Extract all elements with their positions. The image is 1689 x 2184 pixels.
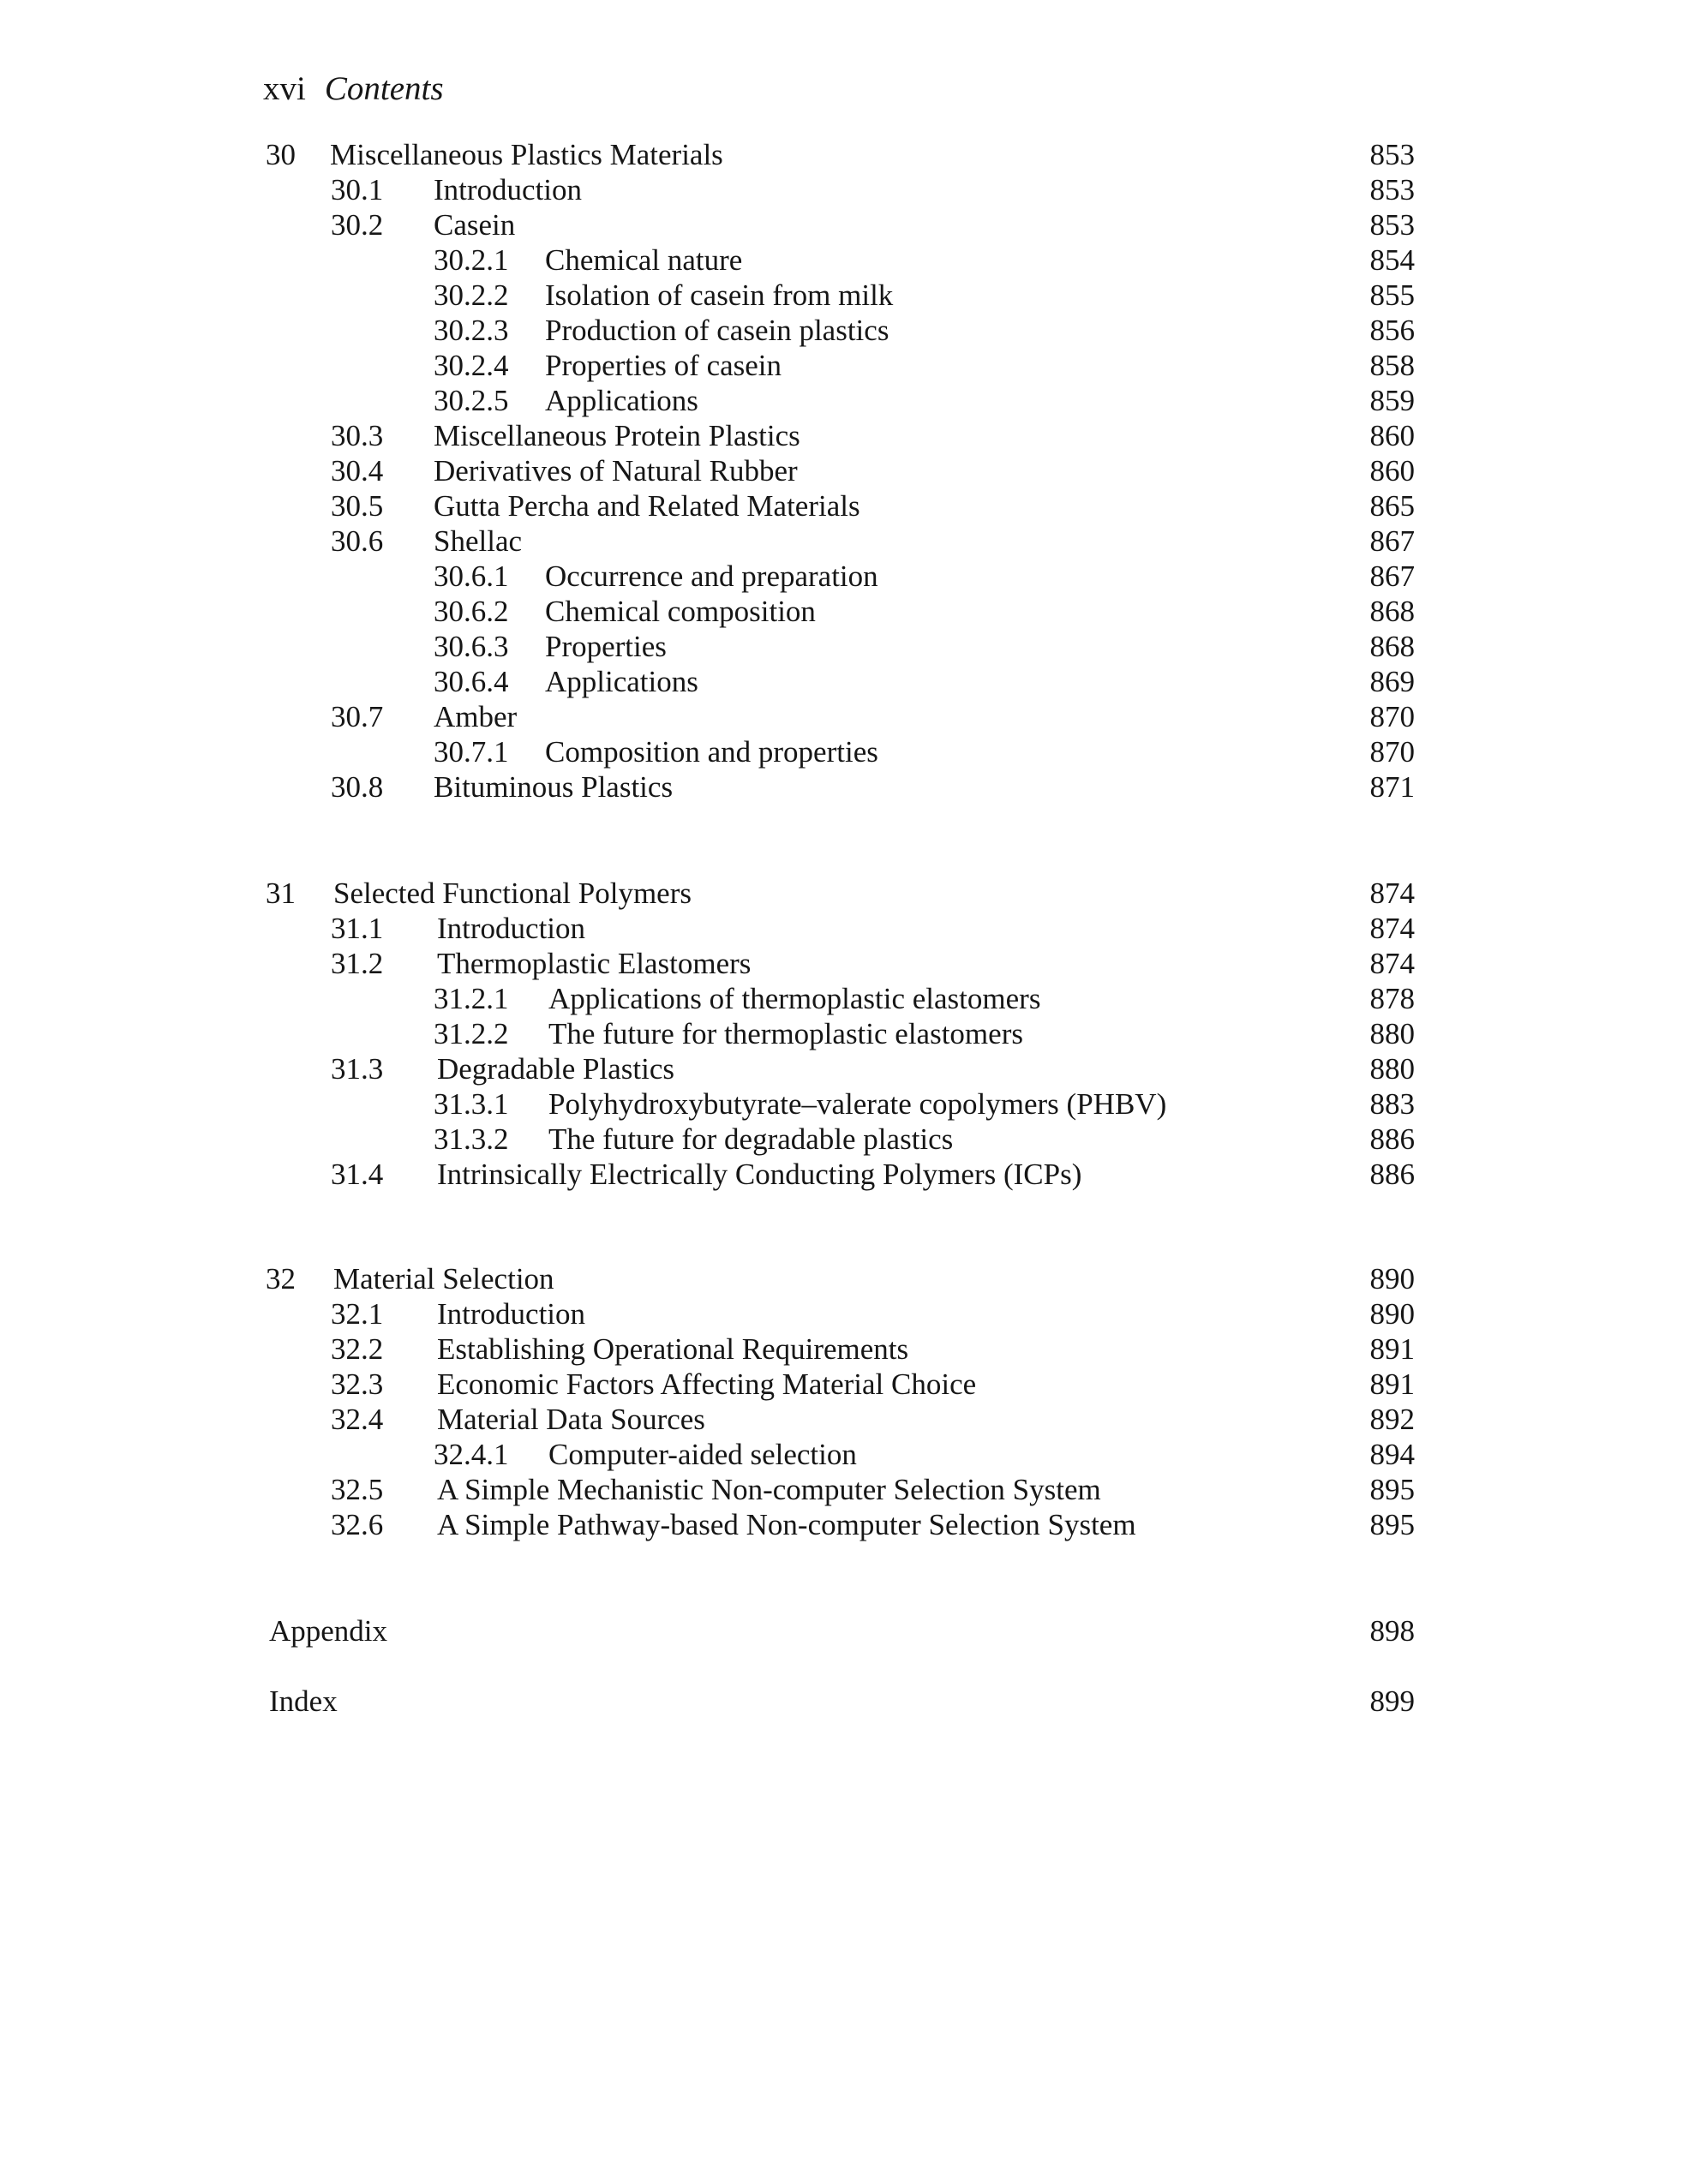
entry-number: 30.7: [331, 700, 384, 733]
entry-title: Selected Functional Polymers: [333, 877, 692, 910]
toc-subsection-entry: [0, 594, 1689, 630]
entry-page: 874: [1369, 912, 1415, 945]
toc-section-entry: [0, 1157, 1689, 1193]
entry-title: Introduction: [437, 1297, 586, 1331]
page-folio: xvi: [263, 70, 306, 107]
toc-subsection-entry: [0, 734, 1689, 770]
entry-number: 30.6.1: [434, 559, 509, 593]
entry-number: 30.6.4: [434, 665, 509, 698]
entry-page: 865: [1369, 489, 1415, 523]
entry-title: Derivatives of Natural Rubber: [434, 454, 798, 488]
entry-number: 30.4: [331, 454, 384, 488]
entry-page: 890: [1369, 1297, 1415, 1331]
entry-number: 30.6: [331, 524, 384, 558]
entry-page: 868: [1369, 595, 1415, 628]
entry-number: 30.8: [331, 770, 384, 804]
entry-title: Bituminous Plastics: [434, 770, 674, 804]
toc-section-entry: [0, 524, 1689, 559]
entry-title: Economic Factors Affecting Material Choice: [437, 1367, 977, 1401]
entry-number: 32.6: [331, 1508, 384, 1541]
entry-page: 853: [1369, 208, 1415, 242]
toc-section-entry: [0, 453, 1689, 489]
entry-page: 871: [1369, 770, 1415, 804]
entry-title: Material Data Sources: [437, 1403, 705, 1436]
entry-page: 853: [1369, 138, 1415, 171]
entry-page: 855: [1369, 278, 1415, 312]
entry-number: 30.2.1: [434, 243, 509, 277]
entry-number: 31.2: [331, 947, 384, 980]
toc-appendix-entry: [0, 1613, 1689, 1649]
toc-subsection-entry: [0, 278, 1689, 314]
entry-number: 30.2: [331, 208, 384, 242]
entry-page: 870: [1369, 735, 1415, 769]
toc-section-entry: [0, 1402, 1689, 1438]
running-title: Contents: [324, 70, 444, 107]
entry-page: 858: [1369, 349, 1415, 382]
entry-page: 854: [1369, 243, 1415, 277]
toc-section-entry: [0, 1051, 1689, 1087]
entry-page: 895: [1369, 1508, 1415, 1541]
entry-page: 867: [1369, 559, 1415, 593]
entry-title: Production of casein plastics: [545, 314, 889, 347]
toc-subsection-entry: [0, 383, 1689, 419]
entry-page: 870: [1369, 700, 1415, 733]
toc-section-entry: [0, 911, 1689, 947]
entry-number: 31.3.2: [434, 1122, 509, 1156]
entry-page: 891: [1369, 1367, 1415, 1401]
toc-subsection-entry: [0, 1086, 1689, 1122]
toc-section-entry: [0, 488, 1689, 524]
toc-chapter-entry: [0, 137, 1689, 173]
toc-section-entry: [0, 418, 1689, 454]
toc-subsection-entry: [0, 629, 1689, 665]
entry-title: Applications of thermoplastic elastomers: [548, 982, 1041, 1015]
entry-page: 880: [1369, 1017, 1415, 1050]
toc-subsection-entry: [0, 1437, 1689, 1473]
entry-title: Casein: [434, 208, 516, 242]
toc-subsection-entry: [0, 1122, 1689, 1158]
entry-number: 30.2.5: [434, 384, 509, 417]
entry-number: 32.4: [331, 1403, 384, 1436]
entry-page: 890: [1369, 1262, 1415, 1295]
entry-title: Material Selection: [333, 1262, 554, 1295]
entry-number: 30.6.3: [434, 630, 509, 663]
entry-number: 32: [266, 1262, 296, 1295]
entry-page: 880: [1369, 1052, 1415, 1086]
entry-number: 31.2.2: [434, 1017, 509, 1050]
toc-section-entry: [0, 172, 1689, 208]
entry-title: Applications: [545, 665, 698, 698]
entry-number: 32.4.1: [434, 1438, 509, 1471]
entry-number: 31: [266, 877, 296, 910]
entry-page: 894: [1369, 1438, 1415, 1471]
entry-title: Intrinsically Electrically Conducting Polymers (ICPs): [437, 1158, 1082, 1191]
entry-title: Properties of casein: [545, 349, 782, 382]
toc-subsection-entry: [0, 1016, 1689, 1052]
entry-number: 31.1: [331, 912, 384, 945]
entry-title: The future for thermoplastic elastomers: [548, 1017, 1023, 1050]
entry-number: 30.5: [331, 489, 384, 523]
entry-title: Occurrence and preparation: [545, 559, 878, 593]
entry-title: Index: [269, 1684, 338, 1718]
entry-title: Introduction: [437, 912, 586, 945]
entry-number: 32.1: [331, 1297, 384, 1331]
toc-subsection-entry: [0, 242, 1689, 278]
toc-section-entry: [0, 946, 1689, 982]
entry-title: Establishing Operational Requirements: [437, 1332, 909, 1366]
entry-number: 32.5: [331, 1473, 384, 1506]
toc-subsection-entry: [0, 559, 1689, 595]
entry-title: Introduction: [434, 173, 583, 206]
entry-number: 31.3.1: [434, 1087, 509, 1121]
entry-title: Miscellaneous Plastics Materials: [330, 138, 723, 171]
entry-title: Chemical composition: [545, 595, 816, 628]
entry-page: 859: [1369, 384, 1415, 417]
entry-title: Isolation of casein from milk: [545, 278, 894, 312]
entry-title: The future for degradable plastics: [548, 1122, 954, 1156]
entry-number: 30.7.1: [434, 735, 509, 769]
entry-title: Shellac: [434, 524, 523, 558]
toc-index-entry: [0, 1684, 1689, 1720]
toc-subsection-entry: [0, 348, 1689, 384]
entry-page: 898: [1369, 1614, 1415, 1648]
toc-section-entry: [0, 1507, 1689, 1543]
toc-chapter-entry: [0, 1261, 1689, 1297]
entry-page: 892: [1369, 1403, 1415, 1436]
toc-section-entry: [0, 1296, 1689, 1332]
toc-section-entry: [0, 769, 1689, 805]
entry-title: Composition and properties: [545, 735, 878, 769]
entry-page: 860: [1369, 454, 1415, 488]
entry-page: 874: [1369, 877, 1415, 910]
entry-page: 868: [1369, 630, 1415, 663]
toc-section-entry: [0, 207, 1689, 243]
entry-number: 30.2.3: [434, 314, 509, 347]
toc-section-entry: [0, 699, 1689, 735]
entry-page: 899: [1369, 1684, 1415, 1718]
entry-page: 878: [1369, 982, 1415, 1015]
entry-number: 30.6.2: [434, 595, 509, 628]
entry-number: 30.2.2: [434, 278, 509, 312]
toc-section-entry: [0, 1331, 1689, 1367]
entry-number: 30.3: [331, 419, 384, 452]
entry-number: 30.1: [331, 173, 384, 206]
entry-title: Properties: [545, 630, 667, 663]
toc-section-entry: [0, 1472, 1689, 1508]
entry-title: Miscellaneous Protein Plastics: [434, 419, 800, 452]
entry-number: 31.2.1: [434, 982, 509, 1015]
entry-title: Polyhydroxybutyrate–valerate copolymers (PHBV): [548, 1087, 1167, 1121]
entry-title: Gutta Percha and Related Materials: [434, 489, 860, 523]
entry-page: 895: [1369, 1473, 1415, 1506]
entry-title: Appendix: [269, 1614, 388, 1648]
entry-number: 30.2.4: [434, 349, 509, 382]
entry-title: Amber: [434, 700, 518, 733]
entry-number: 31.3: [331, 1052, 384, 1086]
entry-title: Applications: [545, 384, 698, 417]
entry-number: 32.3: [331, 1367, 384, 1401]
toc-subsection-entry: [0, 981, 1689, 1017]
entry-page: 860: [1369, 419, 1415, 452]
entry-page: 856: [1369, 314, 1415, 347]
toc-subsection-entry: [0, 313, 1689, 349]
entry-page: 874: [1369, 947, 1415, 980]
entry-number: 32.2: [331, 1332, 384, 1366]
toc-section-entry: [0, 1367, 1689, 1403]
entry-page: 883: [1369, 1087, 1415, 1121]
entry-title: Chemical nature: [545, 243, 743, 277]
toc-subsection-entry: [0, 664, 1689, 700]
entry-title: Degradable Plastics: [437, 1052, 674, 1086]
entry-number: 31.4: [331, 1158, 384, 1191]
entry-title: A Simple Pathway-based Non-computer Selection System: [437, 1508, 1136, 1541]
entry-page: 886: [1369, 1122, 1415, 1156]
entry-page: 891: [1369, 1332, 1415, 1366]
entry-title: Computer-aided selection: [548, 1438, 857, 1471]
entry-number: 30: [266, 138, 296, 171]
entry-title: A Simple Mechanistic Non-computer Selection System: [437, 1473, 1101, 1506]
entry-title: Thermoplastic Elastomers: [437, 947, 752, 980]
entry-page: 867: [1369, 524, 1415, 558]
entry-page: 853: [1369, 173, 1415, 206]
entry-page: 886: [1369, 1158, 1415, 1191]
toc-chapter-entry: [0, 876, 1689, 912]
entry-page: 869: [1369, 665, 1415, 698]
